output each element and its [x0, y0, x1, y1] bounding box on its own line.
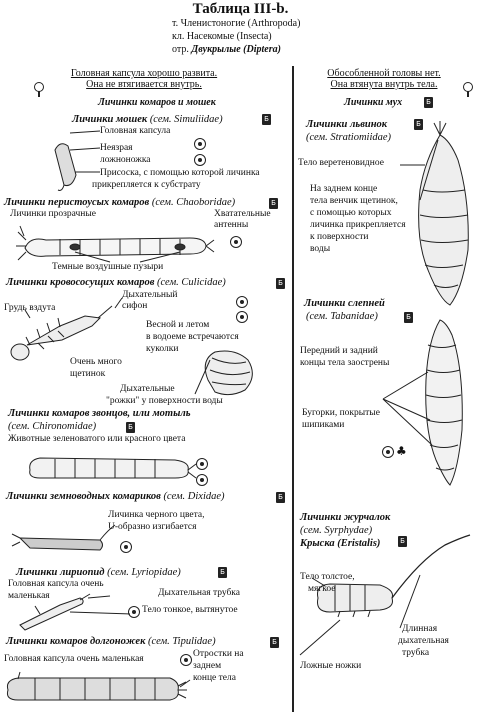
photo-badge-icon: Б: [218, 567, 227, 578]
stratiomyidae-larva-drawing: [419, 121, 469, 305]
target-icon: [236, 311, 248, 323]
chaoboridae-title: [4, 197, 235, 208]
photo-badge-icon: Б: [126, 422, 135, 433]
key-symbol-icon: [34, 82, 44, 92]
left-subheader: Личинки комаров и мошек: [98, 97, 216, 108]
photo-badge-icon: Б: [414, 119, 423, 130]
tipulidae-label-proc2: заднем: [193, 661, 222, 671]
tipulidae-label-proc1: Отростки на: [193, 649, 244, 659]
photo-badge-icon: Б: [404, 312, 413, 323]
culicidae-label-siphon2: сифон: [122, 301, 148, 311]
right-header: [304, 68, 464, 90]
stratiomyidae-family: (сем. Stratiomiidae): [306, 132, 392, 143]
simuliidae-label-sucker2: прикрепляется к субстрату: [92, 180, 201, 190]
tabanidae-name: Личинки слепней: [304, 298, 385, 309]
dixidae-name: Личинки земноводных комариков: [6, 491, 161, 502]
chaoboridae-label-transparent: Личинки прозрачные: [10, 209, 96, 219]
paw-icon: ♣: [396, 444, 407, 458]
stratiomyidae-label-rear6: воды: [310, 244, 331, 254]
tabanidae-label-ends2: концы тела заострены: [300, 358, 390, 368]
simuliidae-label-capsule: Головная капсула: [100, 126, 171, 136]
lyriopidae-title: [16, 567, 181, 578]
syrphidae-label-thick2: мягкое: [308, 584, 336, 594]
dixidae-family: (сем. Dixidae): [163, 491, 225, 502]
lyriopidae-label-capsule1: Головная капсула очень: [8, 579, 104, 589]
syrphidae-name: Личинки журчалок: [300, 512, 391, 523]
photo-badge-icon: Б: [270, 637, 279, 648]
stratiomyidae-label-rear1: На заднем конце: [310, 184, 378, 194]
simuliidae-family: (сем. Simuliidae): [149, 114, 223, 125]
taxon-class: кл. Насекомые (Insecta): [172, 31, 272, 42]
stratiomyidae-label-spindle: Тело веретеновидное: [298, 158, 384, 168]
chaoboridae-family: (сем. Chaoboridae): [151, 197, 236, 208]
chaoboridae-larva-drawing: [16, 226, 214, 260]
tabanidae-family: (сем. Tabanidae): [306, 311, 378, 322]
photo-badge-icon: Б: [424, 97, 433, 108]
target-icon: [196, 474, 208, 486]
culicidae-label-bristles2: щетинок: [70, 369, 106, 379]
target-icon: [194, 154, 206, 166]
culicidae-family: (сем. Culicidae): [157, 277, 226, 288]
right-header-line1: Обособленной головы нет.: [327, 68, 441, 79]
photo-badge-icon: Б: [269, 198, 278, 209]
simuliidae-title: [72, 114, 223, 125]
simuliidae-label-sucker1: Присоска, с помощью которой личинка: [100, 168, 260, 178]
syrphidae-label-tube3: трубка: [402, 648, 430, 658]
dixidae-larva-drawing: [12, 525, 115, 550]
tabanidae-larva-drawing: [426, 320, 463, 485]
target-icon: [382, 446, 394, 458]
target-icon: [194, 138, 206, 150]
tipulidae-label-capsule: Головная капсула очень маленькая: [4, 654, 144, 664]
photo-badge-icon: Б: [262, 114, 271, 125]
dixidae-label-black1: Личинка черного цвета,: [108, 510, 205, 520]
culicidae-label-bristles1: Очень много: [70, 357, 122, 367]
culicidae-label-spring2: в водоеме встречаются: [146, 332, 239, 342]
chironomidae-larva-drawing: [30, 458, 196, 478]
lyriopidae-family: (сем. Lyriopidae): [107, 567, 181, 578]
chaoboridae-label-bubbles: Темные воздушные пузыри: [52, 262, 164, 272]
culicidae-larva-drawing: [11, 306, 112, 360]
culicidae-label-spring1: Весной и летом: [146, 320, 210, 330]
taxon-order-name: Двукрылые: [191, 44, 241, 55]
target-icon: [120, 541, 132, 553]
culicidae-label-spring3: куколки: [146, 344, 179, 354]
chironomidae-label-color: Животные зеленоватого или красного цвета: [8, 434, 186, 444]
stratiomyidae-name: Личинки львинок: [306, 119, 388, 130]
photo-badge-icon: Б: [276, 278, 285, 289]
stratiomyidae-label-rear4: личинка прикрепляется: [310, 220, 406, 230]
chaoboridae-name: Личинки перистоусых комаров: [4, 197, 150, 208]
tipulidae-name: Личинки комаров долгоножек: [6, 636, 146, 647]
photo-badge-icon: Б: [276, 492, 285, 503]
culicidae-pupa-drawing: [205, 351, 252, 395]
syrphidae-genus: Крыска (Eristalis): [300, 538, 381, 549]
culicidae-label-siphon1: Дыхательный: [122, 290, 178, 300]
syrphidae-label-tube1: Длинная: [402, 624, 438, 634]
tipulidae-larva-drawing: [7, 678, 187, 700]
tipulidae-label-proc3: конце тела: [193, 673, 236, 683]
stratiomyidae-label-rear3: с помощью которых: [310, 208, 392, 218]
tabanidae-label-bumps1: Бугорки, покрытые: [302, 408, 380, 418]
dixidae-title: [6, 491, 225, 502]
syrphidae-label-legs: Ложные ножки: [300, 661, 362, 671]
page-title: Таблица III-b.: [192, 1, 289, 17]
taxon-type: т. Членистоногие (Arthropoda): [172, 18, 301, 29]
simuliidae-name: Личинки мошек: [72, 114, 148, 125]
photo-badge-icon: Б: [398, 536, 407, 547]
target-icon: [180, 654, 192, 666]
culicidae-title: [6, 277, 226, 288]
dixidae-label-black2: U-образно изгибается: [108, 522, 197, 532]
chaoboridae-label-grasp1: Хватательные: [214, 209, 271, 219]
syrphidae-label-tube2: дыхательная: [398, 636, 449, 646]
stratiomyidae-label-rear5: к поверхности: [310, 232, 369, 242]
culicidae-label-horns1: Дыхательные: [120, 384, 175, 394]
chironomidae-family-row: [8, 421, 96, 432]
chaoboridae-label-grasp2: антенны: [214, 220, 249, 230]
syrphidae-label-thick1: Тело толстое,: [300, 572, 355, 582]
target-icon: [236, 296, 248, 308]
simuliidae-label-fan2: ложноножка: [100, 155, 151, 165]
lyriopidae-name: Личинки лириопид: [16, 567, 105, 578]
target-icon: [230, 236, 242, 248]
culicidae-label-chest: Грудь вздута: [4, 303, 56, 313]
target-icon: [128, 606, 140, 618]
right-header-line2: Она втянута внутрь тела.: [330, 79, 438, 90]
stratiomyidae-label-rear2: тела венчик щетинок,: [310, 196, 398, 206]
right-subheader: Личинки мух: [344, 97, 403, 108]
lyriopidae-label-tube: Дыхательная трубка: [158, 588, 240, 598]
tipulidae-title: [6, 636, 216, 647]
tabanidae-label-ends1: Передний и задний: [300, 346, 378, 356]
simuliidae-label-fan1: Неязрая: [100, 143, 133, 153]
chironomidae-family: (сем. Chironomidae): [8, 421, 97, 432]
culicidae-name: Личинки кровососущих комаров: [6, 277, 155, 288]
key-symbol-icon: [463, 82, 473, 92]
taxon-order-prefix: отр.: [172, 44, 192, 55]
left-header: [46, 68, 242, 90]
culicidae-label-horns2: "рожки" у поверхности воды: [106, 396, 223, 406]
taxon-order-latin: (Diptera): [243, 44, 281, 55]
tipulidae-family: (сем. Tipulidae): [148, 636, 216, 647]
target-icon: [196, 458, 208, 470]
left-header-line1: Головная капсула хорошо развита.: [70, 68, 218, 79]
tabanidae-label-bumps2: шипиками: [302, 420, 345, 430]
chironomidae-name: Личинки комаров звонцов, или мотыль: [8, 408, 191, 419]
left-header-line2: Она не втягивается внутрь.: [86, 79, 202, 90]
lyriopidae-label-capsule2: маленькая: [8, 591, 50, 601]
syrphidae-family: (сем. Syrphydae): [300, 525, 373, 536]
lyriopidae-label-body: Тело тонкое, вытянутое: [142, 605, 238, 615]
